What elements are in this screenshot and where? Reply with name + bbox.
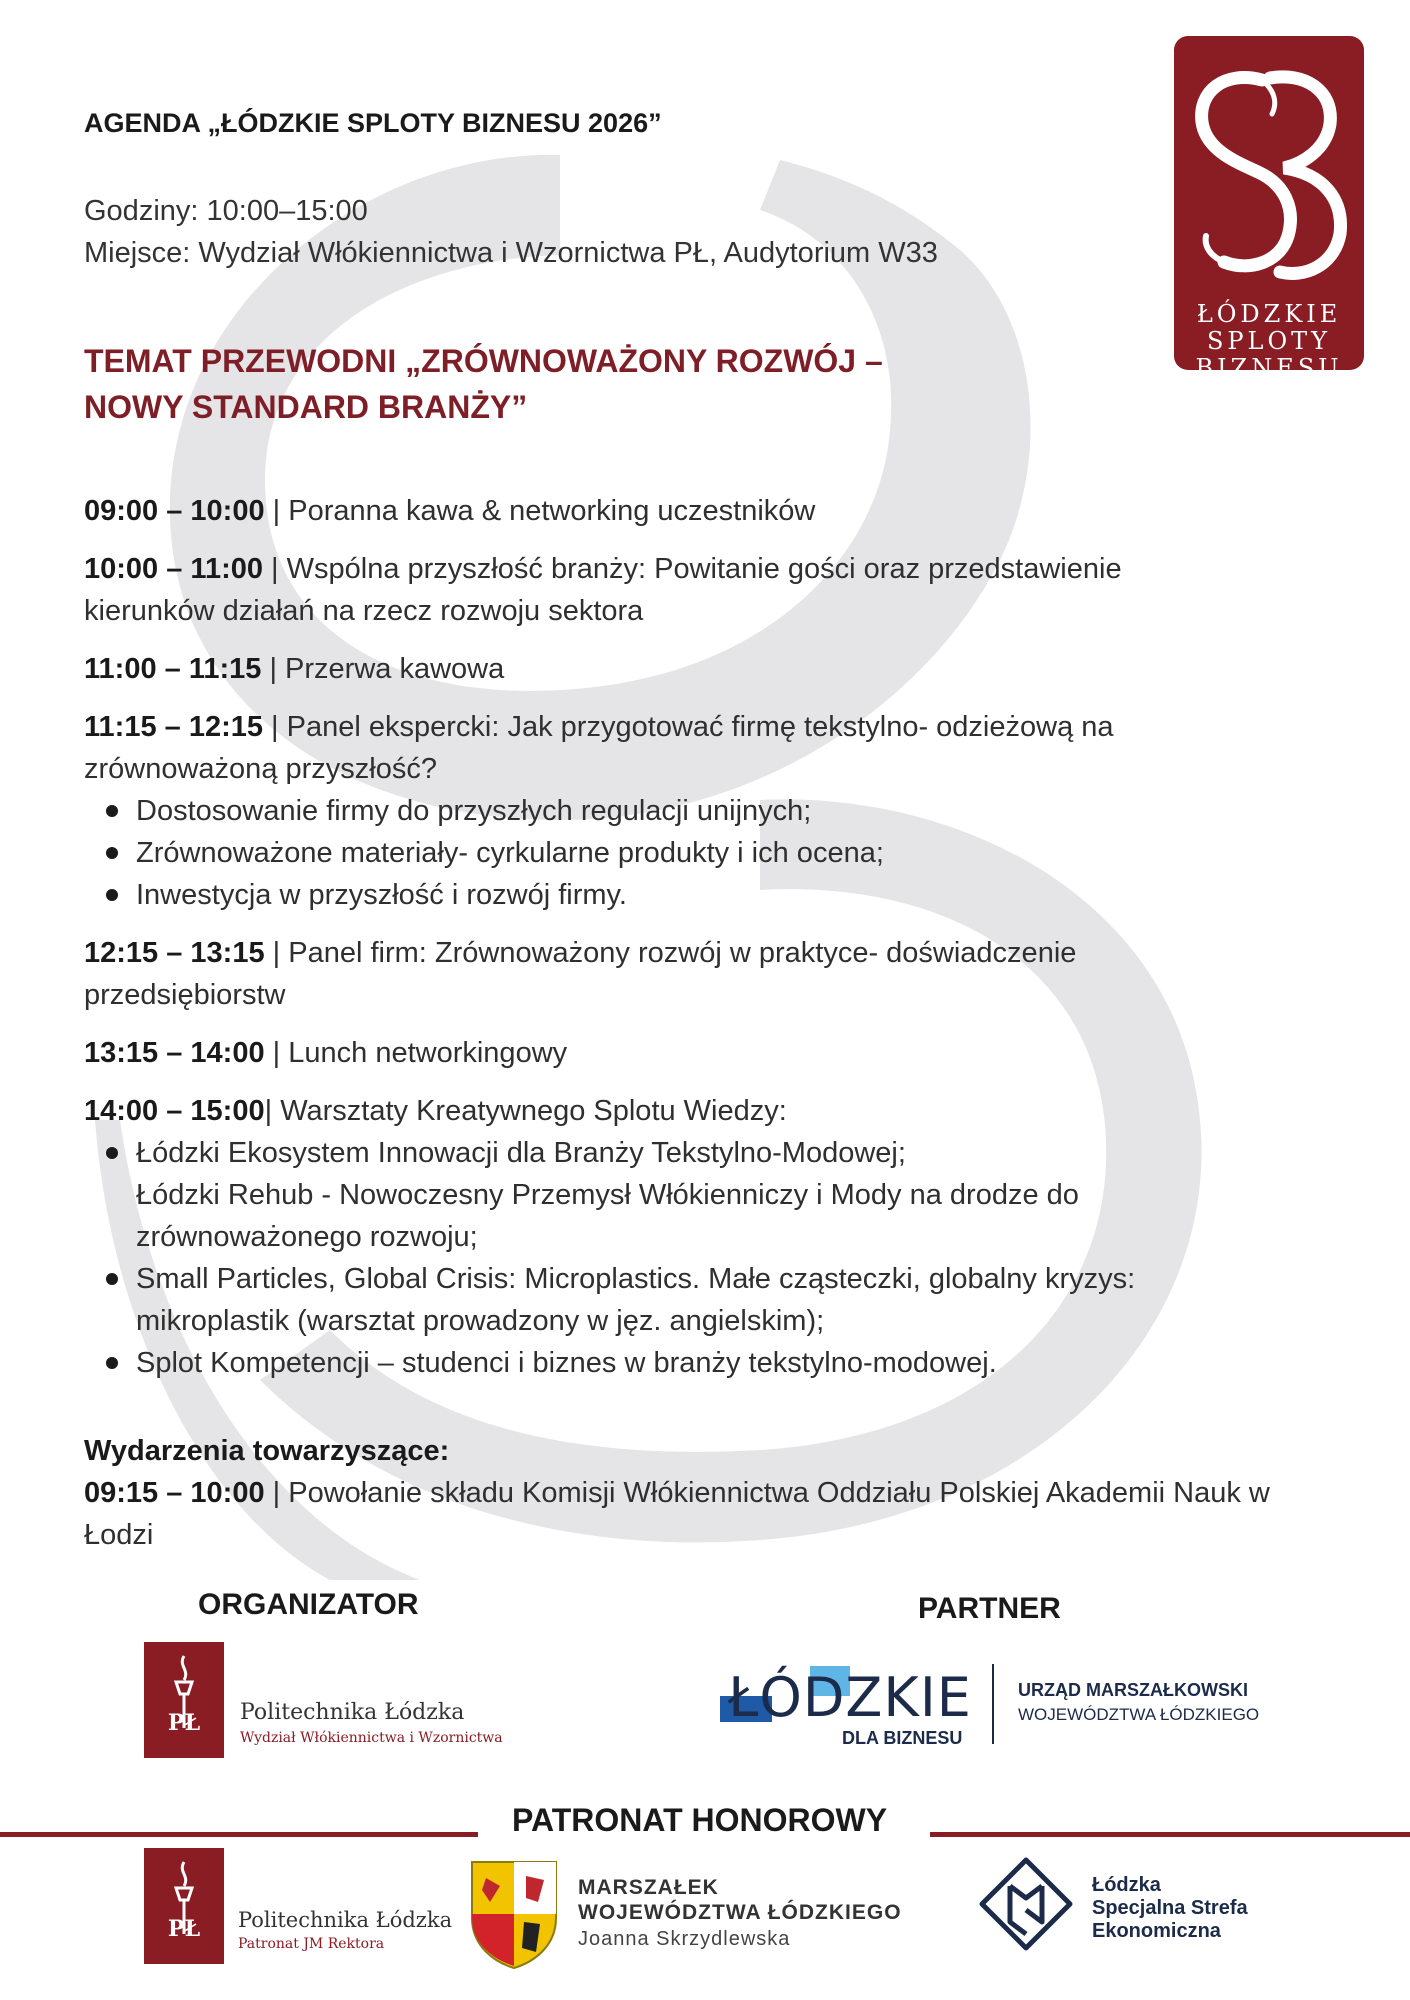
agenda-item [84,1090,1244,1384]
organizer-logo-mark [144,1642,224,1758]
patron-marshal-line-3: Joanna Skrzydlewska [578,1928,791,1950]
logo-line-2: SPLOTY [1206,327,1332,355]
organizer-heading: ORGANIZATOR [198,1588,419,1621]
event-hours: Godziny: 10:00–15:00 [84,195,368,227]
patronage-line-right [930,1832,1410,1837]
agenda-text: Panel ekspercki: Jak przygotować firmę tekstylno- odzieżową na zrównoważoną przyszłość? [84,711,1114,785]
event-info [84,190,938,274]
logo-line-1: ŁÓDZKIE [1196,300,1342,328]
patron-lsse-line-2: Specjalna Strefa [1092,1897,1248,1919]
partner-office-line-1: URZĄD MARSZAŁKOWSKI [1018,1680,1248,1700]
theme-line-2: NOWY STANDARD BRANŻY” [84,389,528,425]
agenda-bullet: Zrównoważone materiały- cyrkularne produkty i ich ocena; [136,832,1244,874]
agenda-separator: | [264,495,289,527]
agenda-item [84,706,1244,916]
agenda-separator: | [264,1095,281,1127]
patron-pl-logo-mark [144,1848,224,1964]
agenda-bullet: Inwestycja w przyszłość i rozwój firmy. [136,874,1244,916]
theme-line-1: TEMAT PRZEWODNI „ZRÓWNOWAŻONY ROZWÓJ – [84,343,883,379]
agenda-time: 14:00 – 15:00 [84,1095,265,1127]
theme-heading [84,338,883,430]
partner-logo-divider [992,1664,994,1744]
agenda-item [84,548,1244,632]
agenda-list [84,490,1244,1400]
organizer-mark-text: PŁ [167,1710,201,1736]
event-separator: | [264,1477,289,1509]
agenda-separator: | [261,653,286,685]
organizer-faculty: Wydział Włókiennictwa i Wzornictwa [240,1730,503,1746]
agenda-bullets [84,790,1244,916]
accompanying-events [84,1430,1284,1556]
agenda-separator: | [264,1037,289,1069]
agenda-text: Przerwa kawowa [285,653,505,685]
patron-pl-mark-text: PŁ [167,1916,201,1942]
coat-of-arms-icon [468,1858,560,1970]
agenda-text: Wspólna przyszłość branży: Powitanie gości oraz przedstawienie kierunków działań na rzecz rozwoju sektora [84,553,1122,627]
agenda-bullet: Dostosowanie firmy do przyszłych regulacji unijnych; [136,790,1244,832]
agenda-separator: | [262,553,287,585]
agenda-bullet: Łódzki Ekosystem Innowacji dla Branży Tekstylno-Modowej; [136,1132,1244,1174]
agenda-time: 10:00 – 11:00 [84,553,263,585]
event-item [84,1472,1284,1556]
agenda-time: 11:15 – 12:15 [84,711,263,743]
organizer-name: Politechnika Łódzka [240,1700,465,1725]
partner-logo-word: ŁÓDZKIE [728,1666,972,1729]
brand-logo [1174,36,1364,382]
agenda-text: Lunch networkingowy [288,1037,568,1069]
agenda-time: 09:00 – 10:00 [84,495,265,527]
page-title: AGENDA „ŁÓDZKIE SPLOTY BIZNESU 2026” [84,108,662,138]
agenda-separator: | [262,711,287,743]
patronage-line-left [0,1832,478,1837]
lsse-logo-icon [978,1856,1074,1952]
partner-logo-sub: DLA BIZNESU [842,1728,963,1748]
patronage-heading: PATRONAT HONOROWY [512,1802,888,1838]
agenda-text: Poranna kawa & networking uczestników [288,495,816,527]
patron-lsse-line-1: Łódzka [1092,1874,1161,1896]
patron-marshal-line-1: MARSZAŁEK [578,1876,719,1899]
agenda-time: 13:15 – 14:00 [84,1037,265,1069]
patron-lsse-line-3: Ekonomiczna [1092,1920,1221,1942]
patron-pl-name: Politechnika Łódzka [238,1908,453,1932]
sb-monogram-icon [1184,50,1354,290]
agenda-item [84,1032,1244,1074]
agenda-bullet: Small Particles, Global Crisis: Microplastics. Małe cząsteczki, globalny kryzys: mikroplastik (warsztat prowadzony w jęz. angielskim); [136,1258,1244,1342]
agenda-bullets [84,1132,1244,1174]
agenda-item [84,932,1244,1016]
event-text: Powołanie składu Komisji Włókiennictwa Oddziału Polskiej Akademii Nauk w Łodzi [84,1477,1270,1551]
agenda-item [84,648,1244,690]
partner-office-line-2: WOJEWÓDZTWA ŁÓDZKIEGO [1018,1705,1260,1724]
logo-line-3: BIZNESU [1195,354,1343,382]
agenda-bullet-continuation: Łódzki Rehub - Nowoczesny Przemysł Włókienniczy i Mody na drodze do zrównoważonego rozwoju; [136,1179,1079,1253]
agenda-bullets [84,1258,1244,1384]
agenda-time: 11:00 – 11:15 [84,653,262,685]
agenda-text: Panel firm: Zrównoważony rozwój w praktyce- doświadczenie przedsiębiorstw [84,937,1077,1011]
event-time: 09:15 – 10:00 [84,1477,265,1509]
agenda-time: 12:15 – 13:15 [84,937,265,969]
events-heading: Wydarzenia towarzyszące: [84,1435,450,1467]
agenda-separator: | [264,937,289,969]
event-place: Miejsce: Wydział Włókiennictwa i Wzornictwa PŁ, Audytorium W33 [84,237,938,269]
partner-heading: PARTNER [918,1592,1061,1625]
patron-marshal-line-2: WOJEWÓDZTWA ŁÓDZKIEGO [578,1901,902,1924]
agenda-item [84,490,1244,532]
patron-pl-sub: Patronat JM Rektora [238,1936,385,1952]
agenda-bullet: Splot Kompetencji – studenci i biznes w branży tekstylno-modowej. [136,1342,1244,1384]
agenda-text: Warsztaty Kreatywnego Splotu Wiedzy: [280,1095,787,1127]
